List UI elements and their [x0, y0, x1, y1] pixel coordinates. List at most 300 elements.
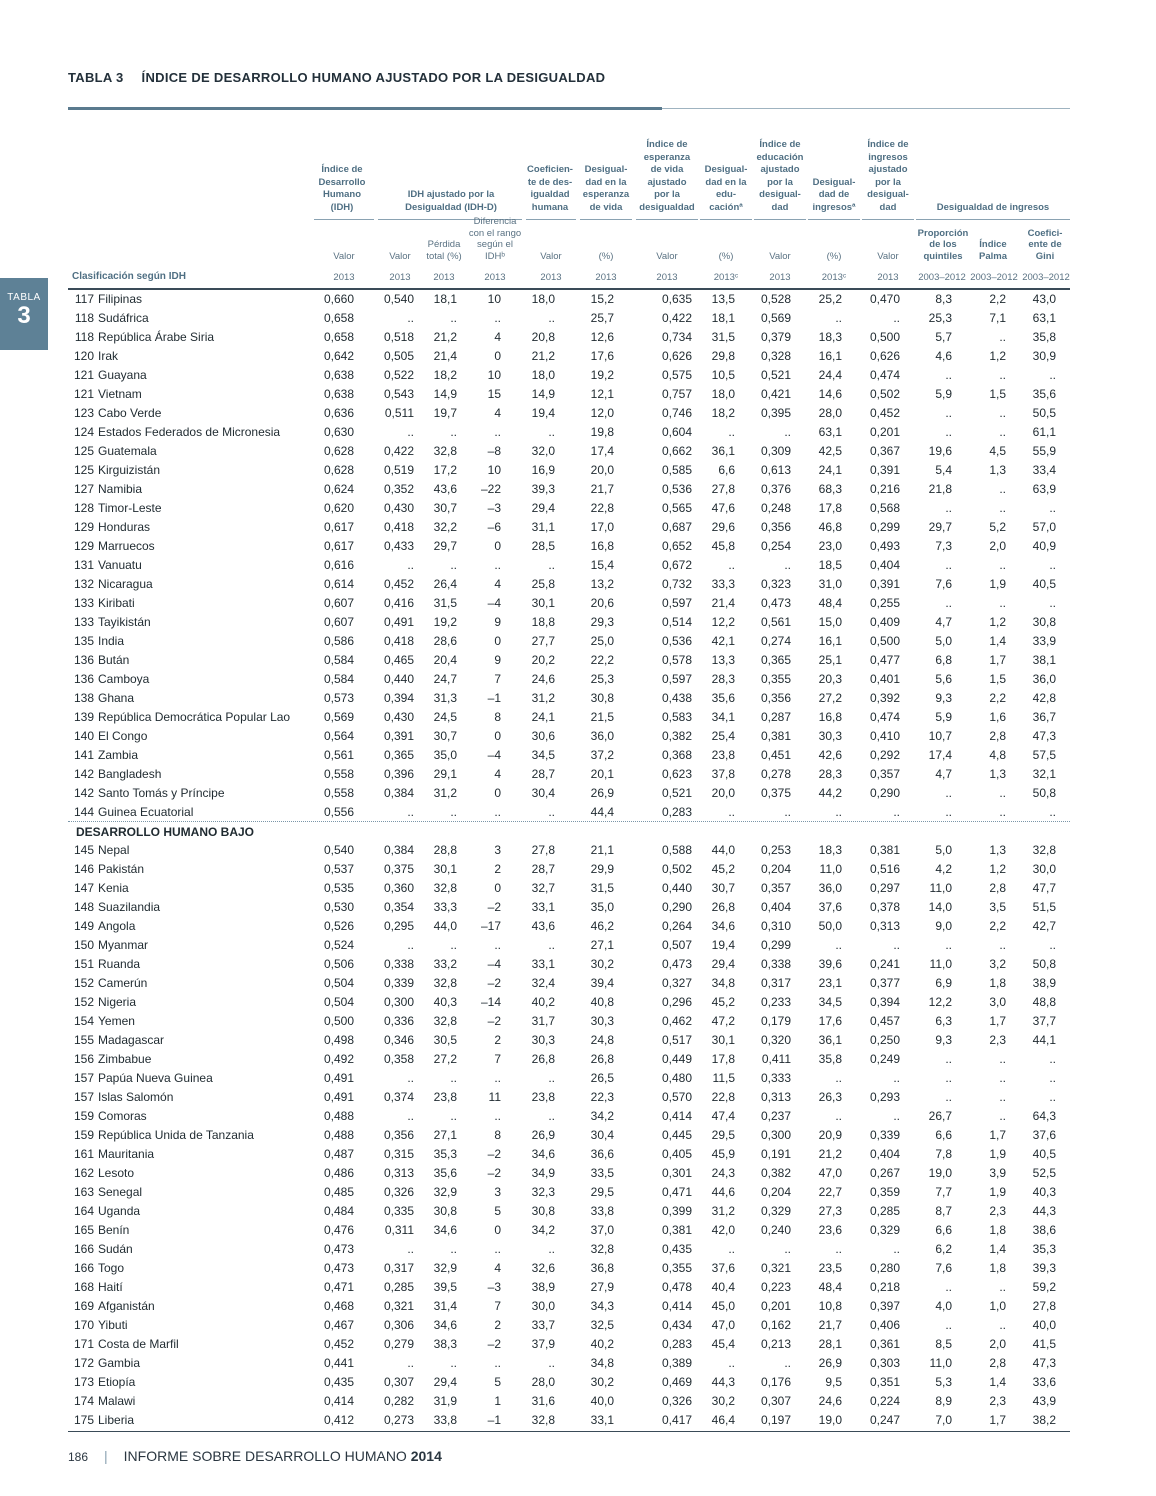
country-name: Sudáfrica — [98, 311, 149, 325]
proporcion-quintiles-cell: .. — [945, 1090, 952, 1104]
coef-desigualdad-cell: .. — [548, 1109, 555, 1123]
proporcion-quintiles-cell: .. — [945, 406, 952, 420]
year-cell: 2013 — [877, 272, 899, 283]
indice-palma-cell: 1,0 — [989, 1299, 1006, 1313]
desig-educacion-cell: 29,5 — [711, 1128, 735, 1142]
diferencia-rango-cell: –6 — [487, 520, 501, 534]
coef-desigualdad-cell: 26,8 — [531, 1052, 555, 1066]
indice-palma-cell: 2,0 — [989, 539, 1006, 553]
perdida-total-cell: 19,7 — [433, 406, 457, 420]
ind-educacion-cell: 0,274 — [760, 634, 791, 648]
ind-educacion-cell: 0,395 — [760, 406, 791, 420]
ind-vida-cell: 0,502 — [661, 862, 692, 876]
desig-educacion-cell: 42,0 — [711, 1223, 735, 1237]
desig-vida-cell: 19,8 — [590, 425, 614, 439]
desig-ingresos-cell: 23,0 — [818, 539, 842, 553]
ind-ingresos-cell: .. — [893, 1071, 900, 1085]
desig-ingresos-cell: 16,8 — [818, 710, 842, 724]
ind-educacion-cell: 0,569 — [760, 311, 791, 325]
sub-valor: Valor — [656, 250, 678, 262]
diferencia-rango-cell: 0 — [494, 786, 501, 800]
idh-value-cell: 0,607 — [323, 615, 354, 629]
table-row — [68, 1354, 1070, 1373]
ind-vida-cell: 0,746 — [661, 406, 692, 420]
coef-desigualdad-cell: 34,2 — [531, 1223, 555, 1237]
table-label: TABLA 3 — [68, 70, 124, 85]
rank-cell: 155 — [73, 1033, 94, 1047]
ind-educacion-cell: .. — [784, 805, 791, 819]
diferencia-rango-cell: –17 — [480, 919, 501, 933]
desig-ingresos-cell: 50,0 — [818, 919, 842, 933]
diferencia-rango-cell: –2 — [487, 976, 501, 990]
indice-palma-cell: .. — [999, 805, 1006, 819]
diferencia-rango-cell: –14 — [480, 995, 501, 1009]
ind-ingresos-cell: 0,474 — [869, 368, 900, 382]
coef-desigualdad-cell: 27,7 — [531, 634, 555, 648]
coef-desigualdad-cell: 30,3 — [531, 1033, 555, 1047]
indice-palma-cell: .. — [999, 558, 1006, 572]
diferencia-rango-cell: 0 — [494, 1223, 501, 1237]
desig-ingresos-cell: 46,8 — [818, 520, 842, 534]
idh-value-cell: 0,658 — [323, 311, 354, 325]
desig-ingresos-cell: 18,5 — [818, 558, 842, 572]
idh-value-cell: 0,468 — [323, 1299, 354, 1313]
proporcion-quintiles-cell: 5,6 — [935, 672, 952, 686]
desig-educacion-cell: 12,2 — [711, 615, 735, 629]
proporcion-quintiles-cell: .. — [945, 558, 952, 572]
indice-palma-cell: 3,2 — [989, 957, 1006, 971]
coef-desigualdad-cell: 39,3 — [531, 482, 555, 496]
coef-desigualdad-cell: 34,5 — [531, 748, 555, 762]
ind-ingresos-cell: 0,477 — [869, 653, 900, 667]
year-row — [68, 268, 1070, 288]
ind-educacion-cell: 0,233 — [760, 995, 791, 1009]
country-name: Costa de Marfil — [98, 1337, 179, 1351]
rank-cell: 133 — [73, 615, 94, 629]
coef-gini-cell: 42,8 — [1032, 691, 1056, 705]
ind-vida-cell: 0,597 — [661, 672, 692, 686]
page-number: 186 — [68, 1450, 89, 1464]
diferencia-rango-cell: .. — [494, 425, 501, 439]
ind-ingresos-cell: .. — [893, 1109, 900, 1123]
desig-vida-cell: 26,9 — [590, 786, 614, 800]
indice-palma-cell: 1,8 — [989, 976, 1006, 990]
coef-desigualdad-cell: 34,9 — [531, 1166, 555, 1180]
desig-educacion-cell: 45,2 — [711, 995, 735, 1009]
coef-gini-cell: 48,8 — [1032, 995, 1056, 1009]
country-name: Myanmar — [98, 938, 149, 952]
ind-ingresos-cell: 0,404 — [869, 558, 900, 572]
table-row — [68, 1012, 1070, 1031]
desig-ingresos-cell: .. — [835, 938, 842, 952]
desig-vida-cell: 21,7 — [590, 482, 614, 496]
diferencia-rango-cell: –1 — [487, 1413, 501, 1427]
desig-vida-cell: 36,0 — [590, 729, 614, 743]
idhd-value-cell: .. — [407, 1071, 414, 1085]
idh-value-cell: 0,584 — [323, 672, 354, 686]
coef-desigualdad-cell: 21,2 — [531, 349, 555, 363]
ind-vida-cell: 0,588 — [661, 843, 692, 857]
country-name: Madagascar — [98, 1033, 165, 1047]
desig-vida-cell: 33,8 — [590, 1204, 614, 1218]
sub-valor: Valor — [877, 250, 899, 262]
ind-ingresos-cell: 0,516 — [869, 862, 900, 876]
coef-gini-cell: .. — [1049, 501, 1056, 515]
rank-cell: 148 — [73, 900, 94, 914]
idh-value-cell: 0,638 — [323, 387, 354, 401]
idh-value-cell: 0,535 — [323, 881, 354, 895]
coef-gini-cell: 38,9 — [1032, 976, 1056, 990]
desig-vida-cell: 29,3 — [590, 615, 614, 629]
desig-ingresos-cell: 20,9 — [818, 1128, 842, 1142]
ind-ingresos-cell: 0,502 — [869, 387, 900, 401]
indice-palma-cell: .. — [999, 1052, 1006, 1066]
sub-perdida: Pérdida total (%) — [426, 239, 462, 262]
coef-desigualdad-cell: 43,6 — [531, 919, 555, 933]
desig-ingresos-cell: 28,3 — [818, 767, 842, 781]
ind-educacion-cell: 0,204 — [760, 1185, 791, 1199]
diferencia-rango-cell: –2 — [487, 1014, 501, 1028]
ind-educacion-cell: 0,223 — [760, 1280, 791, 1294]
desig-educacion-cell: 44,0 — [711, 843, 735, 857]
desig-vida-cell: 16,8 — [590, 539, 614, 553]
proporcion-quintiles-cell: 10,7 — [928, 729, 952, 743]
desig-vida-cell: 12,1 — [590, 387, 614, 401]
desig-vida-cell: 22,2 — [590, 653, 614, 667]
idh-value-cell: 0,414 — [323, 1394, 354, 1408]
desig-ingresos-cell: 63,1 — [818, 425, 842, 439]
desig-educacion-cell: 37,6 — [711, 1261, 735, 1275]
idhd-value-cell: 0,422 — [383, 444, 414, 458]
diferencia-rango-cell: 0 — [494, 729, 501, 743]
desig-ingresos-cell: 48,4 — [818, 1280, 842, 1294]
ind-educacion-cell: .. — [784, 1356, 791, 1370]
ind-vida-cell: 0,514 — [661, 615, 692, 629]
idh-value-cell: 0,526 — [323, 919, 354, 933]
idh-value-cell: 0,504 — [323, 976, 354, 990]
table-row — [68, 1031, 1070, 1050]
perdida-total-cell: 29,1 — [433, 767, 457, 781]
country-name: Comoras — [98, 1109, 147, 1123]
table-row — [68, 480, 1070, 499]
ind-ingresos-cell: 0,361 — [869, 1337, 900, 1351]
desig-vida-cell: 20,0 — [590, 463, 614, 477]
perdida-total-cell: 27,2 — [433, 1052, 457, 1066]
proporcion-quintiles-cell: 17,4 — [928, 748, 952, 762]
ind-ingresos-cell: 0,290 — [869, 786, 900, 800]
sub-valor: Valor — [333, 250, 355, 262]
desig-vida-cell: 25,3 — [590, 672, 614, 686]
table-row — [68, 423, 1070, 442]
ind-ingresos-cell: 0,452 — [869, 406, 900, 420]
idhd-value-cell: 0,394 — [383, 691, 414, 705]
table-row — [68, 765, 1070, 784]
idh-value-cell: 0,617 — [323, 539, 354, 553]
desig-vida-cell: 22,8 — [590, 501, 614, 515]
indice-palma-cell: 2,0 — [989, 1337, 1006, 1351]
desig-vida-cell: 30,8 — [590, 691, 614, 705]
year-cell: 2003–2012 — [1022, 272, 1070, 283]
diferencia-rango-cell: –1 — [487, 691, 501, 705]
desig-ingresos-cell: 23,5 — [818, 1261, 842, 1275]
indice-palma-cell: 1,5 — [989, 387, 1006, 401]
desig-ingresos-cell: 31,0 — [818, 577, 842, 591]
year-cell: 2003–2012 — [970, 272, 1018, 283]
country-name: Vietnam — [98, 387, 142, 401]
diferencia-rango-cell: 7 — [494, 672, 501, 686]
perdida-total-cell: 32,9 — [433, 1261, 457, 1275]
year-cell: 2003–2012 — [918, 272, 966, 283]
ind-ingresos-cell: 0,359 — [869, 1185, 900, 1199]
coef-gini-cell: 38,6 — [1032, 1223, 1056, 1237]
desig-educacion-cell: 30,2 — [711, 1394, 735, 1408]
rank-cell: 150 — [73, 938, 94, 952]
ind-vida-cell: 0,326 — [661, 1394, 692, 1408]
ind-vida-cell: 0,445 — [661, 1128, 692, 1142]
proporcion-quintiles-cell: 5,0 — [935, 843, 952, 857]
indice-palma-cell: 2,8 — [989, 881, 1006, 895]
coef-gini-cell: 63,1 — [1032, 311, 1056, 325]
diferencia-rango-cell: 2 — [494, 862, 501, 876]
ind-ingresos-cell: 0,394 — [869, 995, 900, 1009]
idhd-value-cell: 0,430 — [383, 710, 414, 724]
ind-ingresos-cell: 0,397 — [869, 1299, 900, 1313]
ind-vida-cell: 0,585 — [661, 463, 692, 477]
proporcion-quintiles-cell: 8,7 — [935, 1204, 952, 1218]
ind-vida-cell: 0,536 — [661, 482, 692, 496]
ind-ingresos-cell: 0,409 — [869, 615, 900, 629]
side-tab-number: 3 — [17, 302, 31, 329]
coef-gini-cell: 33,9 — [1032, 634, 1056, 648]
idh-value-cell: 0,564 — [323, 729, 354, 743]
proporcion-quintiles-cell: 11,0 — [929, 957, 952, 971]
ind-ingresos-cell: 0,280 — [869, 1261, 900, 1275]
perdida-total-cell: 32,8 — [433, 976, 457, 990]
proporcion-quintiles-cell: 7,8 — [935, 1147, 952, 1161]
coef-gini-cell: 40,0 — [1032, 1318, 1056, 1332]
ind-vida-cell: 0,327 — [661, 976, 692, 990]
table-row — [68, 1107, 1070, 1126]
idh-value-cell: 0,491 — [323, 1071, 354, 1085]
diferencia-rango-cell: 9 — [494, 615, 501, 629]
rank-cell: 118 — [74, 311, 94, 325]
table-row — [68, 936, 1070, 955]
coef-gini-cell: 50,8 — [1032, 957, 1056, 971]
header-desig-edu: Desigual- dad en la edu- caciónª — [704, 164, 748, 213]
rank-cell: 132 — [73, 577, 94, 591]
desig-educacion-cell: 34,8 — [711, 976, 735, 990]
desig-educacion-cell: 45,9 — [711, 1147, 735, 1161]
desig-vida-cell: 29,9 — [590, 862, 614, 876]
indice-palma-cell: 1,8 — [989, 1223, 1006, 1237]
desig-ingresos-cell: 24,6 — [818, 1394, 842, 1408]
ind-educacion-cell: 0,561 — [760, 615, 791, 629]
desig-vida-cell: 30,4 — [590, 1128, 614, 1142]
proporcion-quintiles-cell: 5,9 — [935, 387, 952, 401]
proporcion-quintiles-cell: 14,0 — [928, 900, 952, 914]
indice-palma-cell: 2,3 — [989, 1204, 1006, 1218]
desig-educacion-cell: 30,1 — [711, 1033, 735, 1047]
indice-palma-cell: .. — [999, 1318, 1006, 1332]
coef-gini-cell: 57,0 — [1032, 520, 1056, 534]
diferencia-rango-cell: .. — [494, 1242, 501, 1256]
proporcion-quintiles-cell: 4,0 — [935, 1299, 952, 1313]
ind-vida-cell: 0,449 — [661, 1052, 692, 1066]
ind-ingresos-cell: .. — [893, 805, 900, 819]
diferencia-rango-cell: 5 — [494, 1204, 501, 1218]
rank-cell: 121 — [73, 387, 94, 401]
indice-palma-cell: .. — [999, 1071, 1006, 1085]
desig-vida-cell: 31,5 — [590, 881, 614, 895]
indice-palma-cell: .. — [999, 406, 1006, 420]
coef-gini-cell: 47,7 — [1032, 881, 1056, 895]
idh-value-cell: 0,556 — [323, 805, 354, 819]
diferencia-rango-cell: .. — [494, 805, 501, 819]
country-name: Nepal — [98, 843, 130, 857]
ind-ingresos-cell: 0,303 — [869, 1356, 900, 1370]
country-name: Camerún — [98, 976, 148, 990]
idhd-value-cell: 0,352 — [383, 482, 414, 496]
diferencia-rango-cell: .. — [494, 938, 501, 952]
proporcion-quintiles-cell: 21,8 — [928, 482, 952, 496]
desig-vida-cell: 27,1 — [590, 938, 614, 952]
coef-gini-cell: .. — [1049, 805, 1056, 819]
ind-ingresos-cell: 0,404 — [869, 1147, 900, 1161]
ind-vida-cell: 0,355 — [661, 1261, 692, 1275]
idh-value-cell: 0,658 — [323, 330, 354, 344]
desig-ingresos-cell: 28,0 — [818, 406, 842, 420]
coef-desigualdad-cell: 30,6 — [531, 729, 555, 743]
table-row — [68, 518, 1070, 537]
indice-palma-cell: 1,7 — [989, 1413, 1006, 1427]
idhd-value-cell: 0,430 — [383, 501, 414, 515]
country-name: El Congo — [98, 729, 148, 743]
idh-value-cell: 0,441 — [323, 1356, 354, 1370]
desig-ingresos-cell: 68,3 — [818, 482, 842, 496]
idh-value-cell: 0,638 — [323, 368, 354, 382]
table-row — [68, 917, 1070, 936]
table-row — [68, 974, 1070, 993]
idhd-value-cell: 0,384 — [383, 843, 414, 857]
desig-educacion-cell: .. — [728, 425, 735, 439]
ind-ingresos-cell: 0,218 — [869, 1280, 900, 1294]
country-name: Yibuti — [98, 1318, 128, 1332]
rank-cell: 136 — [73, 672, 94, 686]
rank-cell: 144 — [73, 805, 94, 819]
ind-educacion-cell: 0,310 — [760, 919, 791, 933]
idhd-value-cell: 0,335 — [383, 1204, 414, 1218]
ind-educacion-cell: 0,376 — [760, 482, 791, 496]
rule-idh — [314, 219, 374, 220]
indice-palma-cell: .. — [999, 938, 1006, 952]
idh-value-cell: 0,506 — [323, 957, 354, 971]
desig-ingresos-cell: 10,8 — [818, 1299, 842, 1313]
idhd-value-cell: 0,365 — [383, 748, 414, 762]
desig-educacion-cell: 21,4 — [711, 596, 735, 610]
ind-vida-cell: 0,626 — [661, 349, 692, 363]
table-row — [68, 366, 1070, 385]
table-row — [68, 670, 1070, 689]
table-row — [68, 1164, 1070, 1183]
coef-gini-cell: .. — [1049, 1090, 1056, 1104]
ind-educacion-cell: 0,197 — [760, 1413, 791, 1427]
ind-ingresos-cell: 0,474 — [869, 710, 900, 724]
proporcion-quintiles-cell: 19,0 — [928, 1166, 952, 1180]
coef-desigualdad-cell: 38,9 — [531, 1280, 555, 1294]
desig-vida-cell: 30,2 — [590, 1375, 614, 1389]
coef-desigualdad-cell: 33,1 — [531, 900, 555, 914]
country-name: Bután — [98, 653, 130, 667]
ind-vida-cell: 0,405 — [661, 1147, 692, 1161]
country-name: Santo Tomás y Príncipe — [98, 786, 225, 800]
coef-gini-cell: 42,7 — [1032, 919, 1056, 933]
country-name: Vanuatu — [98, 558, 142, 572]
ind-vida-cell: 0,399 — [661, 1204, 692, 1218]
desig-ingresos-cell: 44,2 — [818, 786, 842, 800]
idh-value-cell: 0,537 — [323, 862, 354, 876]
coef-gini-cell: 27,8 — [1032, 1299, 1056, 1313]
ind-educacion-cell: 0,287 — [760, 710, 791, 724]
ind-vida-cell: 0,301 — [661, 1166, 692, 1180]
indice-palma-cell: 1,9 — [989, 1185, 1006, 1199]
rank-cell: 141 — [73, 748, 94, 762]
perdida-total-cell: .. — [450, 1071, 457, 1085]
proporcion-quintiles-cell: 6,6 — [935, 1128, 952, 1142]
perdida-total-cell: 31,3 — [433, 691, 457, 705]
table-row — [68, 689, 1070, 708]
rank-label: Clasificación según IDH — [72, 271, 186, 282]
desig-ingresos-cell: 11,0 — [819, 862, 842, 876]
desig-educacion-cell: 30,7 — [711, 881, 735, 895]
idhd-value-cell: 0,313 — [383, 1166, 414, 1180]
coef-desigualdad-cell: 32,0 — [531, 444, 555, 458]
proporcion-quintiles-cell: .. — [945, 501, 952, 515]
idh-value-cell: 0,473 — [323, 1261, 354, 1275]
coef-desigualdad-cell: 18,0 — [531, 368, 555, 382]
country-name: Kenia — [98, 881, 129, 895]
desig-vida-cell: 12,6 — [590, 330, 614, 344]
desig-vida-cell: 36,8 — [590, 1261, 614, 1275]
idhd-value-cell: .. — [407, 311, 414, 325]
ind-ingresos-cell: 0,378 — [869, 900, 900, 914]
coef-desigualdad-cell: .. — [548, 1242, 555, 1256]
desig-vida-cell: 34,8 — [590, 1356, 614, 1370]
idhd-value-cell: .. — [407, 805, 414, 819]
diferencia-rango-cell: .. — [494, 1109, 501, 1123]
desig-educacion-cell: 33,3 — [711, 577, 735, 591]
idh-value-cell: 0,412 — [323, 1413, 354, 1427]
desig-vida-cell: 30,3 — [590, 1014, 614, 1028]
idhd-value-cell: 0,375 — [383, 862, 414, 876]
ind-ingresos-cell: 0,255 — [869, 596, 900, 610]
proporcion-quintiles-cell: .. — [945, 368, 952, 382]
desig-educacion-cell: 25,4 — [711, 729, 735, 743]
coef-gini-cell: 61,1 — [1032, 425, 1056, 439]
indice-palma-cell: .. — [999, 786, 1006, 800]
sub-valor: Valor — [769, 250, 791, 262]
country-name: Etiopía — [98, 1375, 136, 1389]
desig-vida-cell: 32,8 — [590, 1242, 614, 1256]
diferencia-rango-cell: 2 — [494, 1318, 501, 1332]
perdida-total-cell: 35,3 — [433, 1147, 457, 1161]
table-row — [68, 442, 1070, 461]
idh-value-cell: 0,617 — [323, 520, 354, 534]
indice-palma-cell: 1,4 — [989, 1242, 1006, 1256]
ind-educacion-cell: 0,321 — [760, 1261, 791, 1275]
desig-ingresos-cell: 9,5 — [825, 1375, 842, 1389]
ind-ingresos-cell: 0,367 — [869, 444, 900, 458]
idh-value-cell: 0,487 — [323, 1147, 354, 1161]
